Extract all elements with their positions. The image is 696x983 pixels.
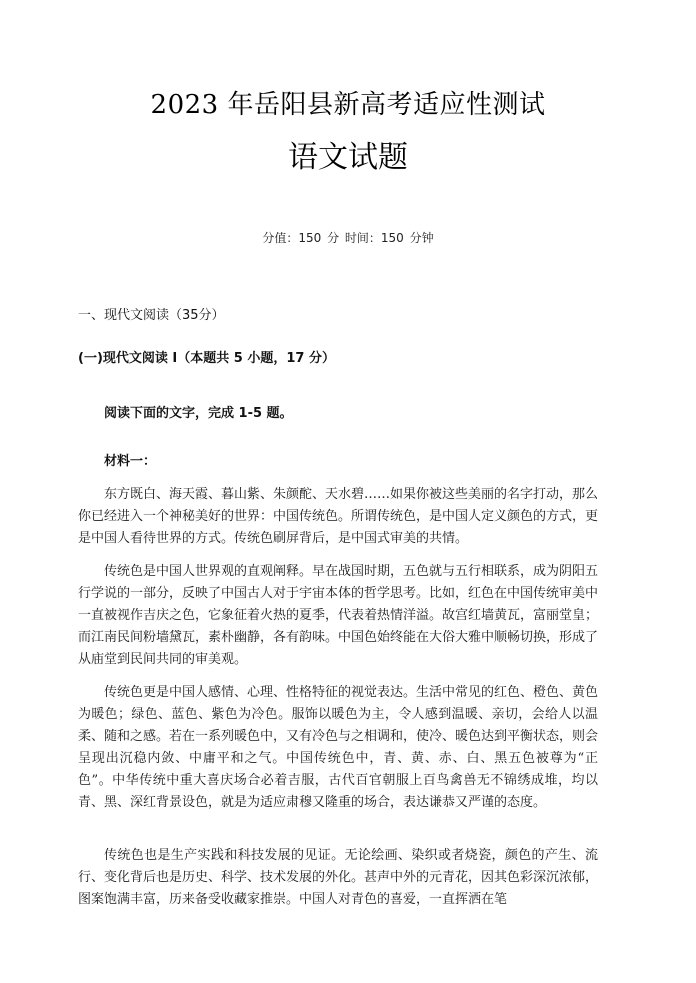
score-time-info: 分值：150 分 时间：150 分钟 <box>262 231 434 245</box>
paragraph: 传统色更是中国人感情、心理、性格特征的视觉表达。生活中常见的红色、橙色、黄色为暖色；绿色、蓝色、紫色为冷色。服饰以暖色为主，令人感到温暖、亲切，会给人以温柔、随和之感。若在一系列暖色中，又有冷色与之相调和，使冷、暖色达到平衡状态，则会呈现出沉稳内敛、中庸平和之气。中国传统色中，青、黄、赤、白、黑五色被尊为“正色”。中华传统中重大喜庆场合必着吉服，古代百官朝服上百鸟禽兽无不锦绣成堆，均以青、黑、深红背景设色，就是为适应肃穆又隆重的场合，表达谦恭又严谨的态度。 <box>78 685 599 810</box>
subsection-heading: (一)现代文阅读 I（本题共 5 小题，17 分） <box>78 351 335 366</box>
exam-title: 2023 年岳阳县新高考适应性测试 <box>150 90 546 120</box>
reading-instruction: 阅读下面的文字，完成 1-5 题。 <box>104 406 293 421</box>
subject-title: 语文试题 <box>288 140 408 175</box>
section-heading: 一、现代文阅读（35分） <box>78 308 225 323</box>
paragraph: 东方既白、海天霞、暮山紫、朱颜酡、天水碧……如果你被这些美丽的名字打动，那么你已经进入一个神秘美好的世界：中国传统色。所谓传统色，是中国人定义颜色的方式，更是中国人看待世界的方式。传统色刷屏背后，是中国式审美的共情。 <box>78 487 599 546</box>
material-label: 材料一： <box>104 454 157 469</box>
paragraph: 传统色也是生产实践和科技发展的见证。无论绘画、染织或者烧瓷，颜色的产生、流行、变化背后也是历史、科学、技术发展的外化。甚声中外的元青花，因其色彩深沉浓郁，图案饱满丰富，历来备受收藏家推崇。中国人对青色的喜爱，一直挥洒在笔 <box>78 848 599 907</box>
paragraph: 传统色是中国人世界观的直观阐释。早在战国时期，五色就与五行相联系，成为阴阳五行学说的一部分，反映了中国古人对于宇宙本体的哲学思考。比如，红色在中国传统审美中一直被视作吉庆之色，它象征着火热的夏季，代表着热情洋溢。故宫红墙黄瓦，富丽堂皇；而江南民间粉墙黛瓦，素朴幽静，各有韵味。中国色始终能在大俗大雅中顺畅切换，形成了从庙堂到民间共同的审美观。 <box>78 564 599 667</box>
